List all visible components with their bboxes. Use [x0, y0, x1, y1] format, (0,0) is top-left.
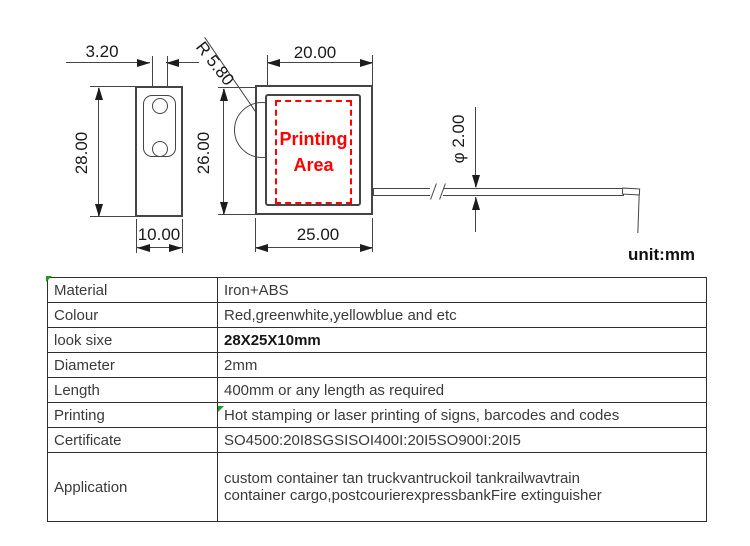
dim-line: [223, 89, 224, 215]
spec-value: Red,greenwhite,yellowblue and etc: [218, 303, 707, 328]
table-row: [48, 353, 707, 378]
printing-area-label-line1: Printing: [279, 129, 348, 149]
arrowhead-left-icon: [166, 59, 179, 67]
arrowhead-up-icon: [472, 197, 480, 210]
spec-table: [47, 277, 707, 522]
dim-top-width: 20.00: [293, 43, 337, 62]
dim-side-height: 28.00: [72, 131, 91, 175]
dim-line: [98, 88, 99, 216]
spec-value-line2: container cargo,postcourierexpressbankFire extinguisher: [224, 487, 602, 504]
arrowhead-down-icon: [95, 204, 103, 217]
table-row: [48, 278, 707, 303]
arrowhead-up-icon: [220, 88, 228, 101]
table-row: [48, 428, 707, 453]
cable-tip: [622, 188, 640, 196]
table-row: [48, 378, 707, 403]
arrowhead-left-icon: [137, 244, 150, 252]
arrowhead-right-icon: [169, 244, 182, 252]
dim-radius: R 5.80: [192, 38, 238, 90]
arrowhead-down-icon: [220, 202, 228, 215]
spec-value: 28X25X10mm: [218, 328, 707, 353]
spec-value: 400mm or any length as required: [218, 378, 707, 403]
spec-table-grid: [47, 277, 707, 522]
spec-label: Certificate: [48, 428, 218, 453]
cell-marker-icon: [46, 276, 52, 282]
spec-label: Printing: [48, 403, 218, 428]
spec-value: SO4500:20I8SGSISOI400I:20I5SO900I:20I5: [218, 428, 707, 453]
arrowhead-left-icon: [267, 59, 280, 67]
dim-front-height: 26.00: [194, 131, 213, 175]
spec-label: Diameter: [48, 353, 218, 378]
spec-label: Length: [48, 378, 218, 403]
seal-cable: [373, 188, 624, 196]
dim-front-width: 25.00: [296, 225, 340, 244]
technical-drawing: [0, 0, 750, 270]
arrowhead-left-icon: [255, 244, 268, 252]
printing-area-box: [275, 100, 352, 204]
cable-end-line: [637, 195, 639, 233]
spec-value-line1: custom container tan truckvantruckoil tankrailwavtrain: [224, 470, 580, 487]
dim-base-width: 10.00: [137, 225, 181, 244]
table-row: [48, 328, 707, 353]
table-row: [48, 303, 707, 328]
table-row: [48, 453, 707, 522]
spec-label: Material: [48, 278, 218, 303]
dim-slot-width: 3.20: [85, 42, 119, 61]
arrowhead-down-icon: [472, 175, 480, 188]
dim-line: [255, 247, 373, 248]
spec-value: [218, 453, 707, 522]
arrowhead-right-icon: [360, 244, 373, 252]
spec-label: look sixe: [48, 328, 218, 353]
slot-hole-top: [152, 98, 168, 114]
table-row: [48, 403, 707, 428]
slot-hole-bottom: [152, 141, 168, 157]
arrowhead-right-icon: [360, 59, 373, 67]
unit-label: unit:mm: [628, 245, 696, 264]
arrowhead-up-icon: [95, 87, 103, 100]
printing-area-label-line2: Area: [293, 155, 334, 175]
cell-marker-icon: [218, 406, 224, 412]
spec-value: Iron+ABS: [218, 278, 707, 303]
spec-value: 2mm: [218, 353, 707, 378]
spec-label: Colour: [48, 303, 218, 328]
arrowhead-right-icon: [137, 59, 150, 67]
spec-value: Hot stamping or laser printing of signs, barcodes and codes: [218, 403, 707, 428]
spec-label: Application: [48, 453, 218, 522]
dim-cable-diameter: φ 2.00: [449, 114, 468, 164]
dim-line: [267, 62, 373, 63]
